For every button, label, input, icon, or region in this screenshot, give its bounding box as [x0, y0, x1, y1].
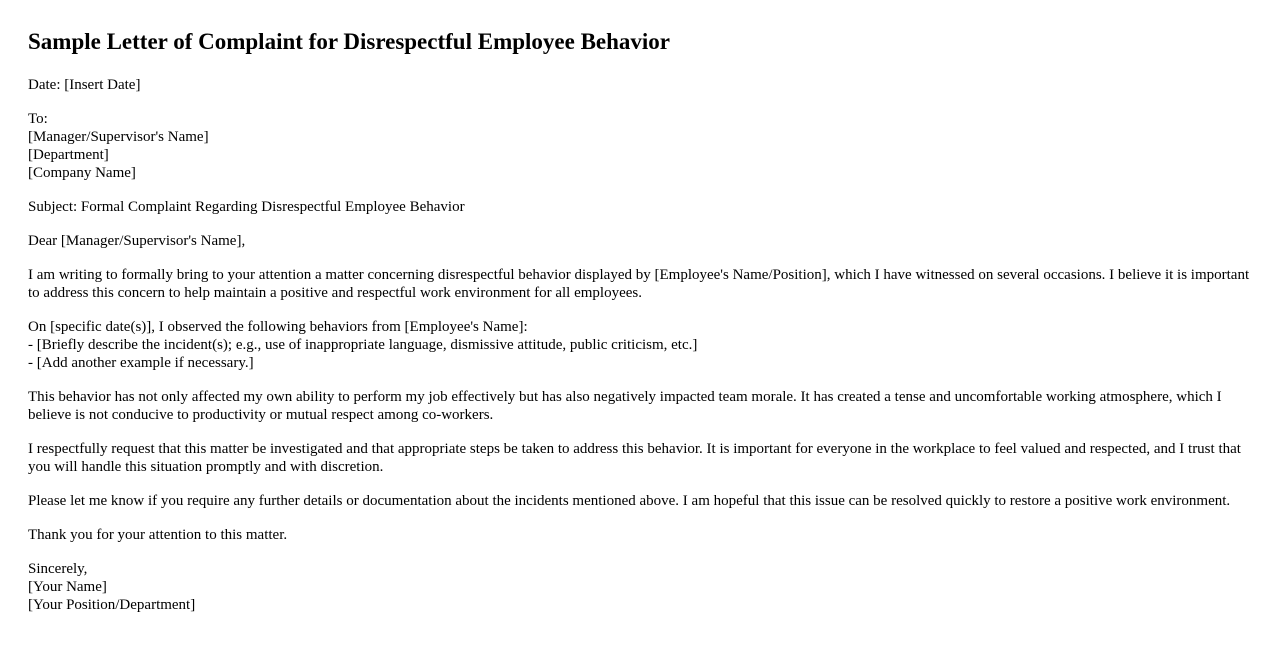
recipient-company: [Company Name]	[28, 165, 136, 181]
date-line: Date: [Insert Date]	[28, 77, 141, 93]
observed-block	[28, 318, 1250, 372]
observed-intro: On [specific date(s)], I observed the following behaviors from [Employee's Name]:	[28, 319, 528, 335]
observed-item: - [Add another example if necessary.]	[28, 355, 254, 371]
thanks-paragraph: Thank you for your attention to this matter.	[28, 527, 288, 543]
request-paragraph: I respectfully request that this matter be investigated and that appropriate steps be taken to address this behavior. It is important for everyone in the workplace to feel valued and respected, and I trust that you will handle this situation promptly and with discretion.	[28, 441, 1241, 475]
closing-block	[28, 560, 1250, 614]
salutation: Dear [Manager/Supervisor's Name],	[28, 233, 246, 249]
closing-position: [Your Position/Department]	[28, 597, 196, 613]
recipient-to: To:	[28, 111, 48, 127]
recipient-department: [Department]	[28, 147, 109, 163]
subject-line: Subject: Formal Complaint Regarding Disrespectful Employee Behavior	[28, 199, 465, 215]
recipient-block	[28, 110, 1250, 182]
intro-paragraph: I am writing to formally bring to your attention a matter concerning disrespectful behavior displayed by [Employee's Name/Position], which I have witnessed on several occasions. I believe it is important to address this concern to help maintain a positive and respectful work environment for all employees.	[28, 267, 1250, 301]
impact-paragraph: This behavior has not only affected my own ability to perform my job effectively but has also negatively impacted team morale. It has created a tense and uncomfortable working atmosphere, which I believe is not conducive to productivity or mutual respect among co-workers.	[28, 389, 1222, 423]
letter-title: Sample Letter of Complaint for Disrespectful Employee Behavior	[28, 29, 671, 54]
closing-name: [Your Name]	[28, 579, 107, 595]
observed-item: - [Briefly describe the incident(s); e.g., use of inappropriate language, dismissive attitude, public criticism, etc.]	[28, 337, 698, 353]
closing-signoff: Sincerely,	[28, 561, 88, 577]
followup-paragraph: Please let me know if you require any further details or documentation about the incidents mentioned above. I am hopeful that this issue can be resolved quickly to restore a positive work environment.	[28, 493, 1231, 509]
recipient-name: [Manager/Supervisor's Name]	[28, 129, 209, 145]
